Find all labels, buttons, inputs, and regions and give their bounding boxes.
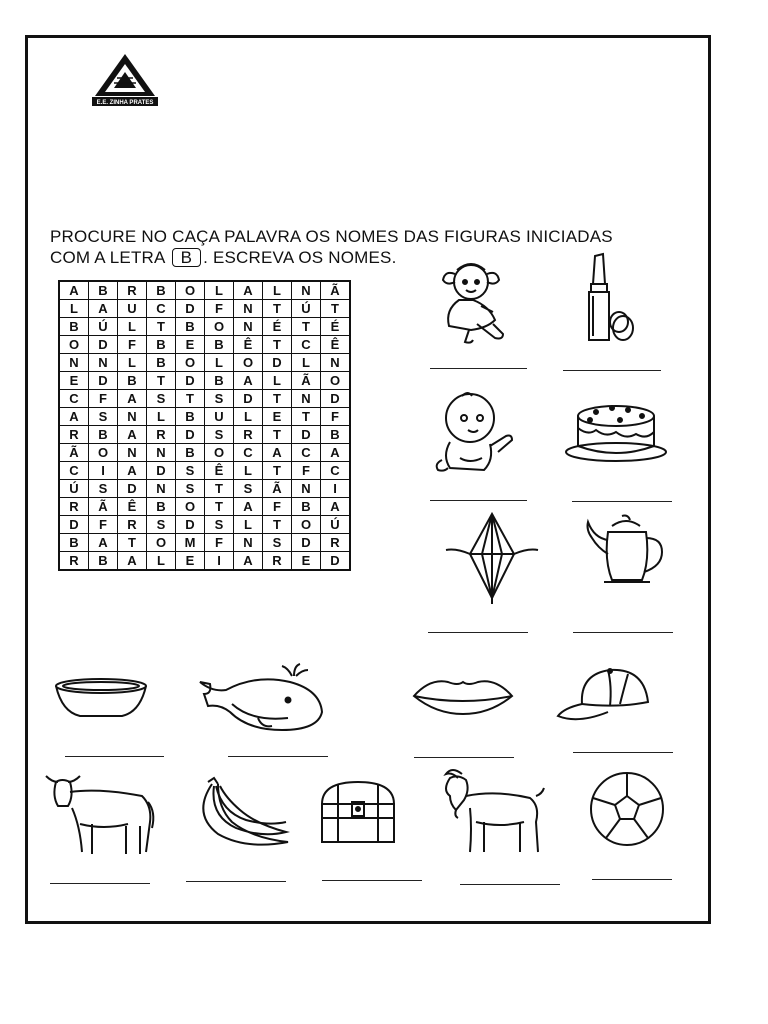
grid-cell[interactable]: T [263, 462, 292, 480]
grid-cell[interactable]: T [263, 300, 292, 318]
grid-cell[interactable]: R [234, 426, 263, 444]
grid-cell[interactable]: T [205, 498, 234, 516]
grid-cell[interactable]: R [118, 516, 147, 534]
grid-cell[interactable]: B [59, 534, 89, 552]
grid-cell[interactable]: C [59, 462, 89, 480]
answer-line-ball[interactable] [592, 879, 672, 880]
grid-cell[interactable]: S [147, 390, 176, 408]
grid-cell[interactable]: D [89, 372, 118, 390]
grid-cell[interactable]: D [234, 390, 263, 408]
answer-line-ox[interactable] [50, 883, 150, 884]
grid-cell[interactable]: N [234, 318, 263, 336]
grid-cell[interactable]: É [321, 318, 351, 336]
cake-picture [562, 398, 670, 464]
grid-cell[interactable]: T [147, 372, 176, 390]
grid-cell[interactable]: T [263, 336, 292, 354]
grid-cell[interactable]: D [263, 354, 292, 372]
answer-line-whale[interactable] [228, 756, 328, 757]
grid-cell[interactable]: T [292, 318, 321, 336]
grid-cell[interactable]: E [263, 408, 292, 426]
grid-cell[interactable]: L [263, 372, 292, 390]
grid-cell[interactable]: Ú [89, 318, 118, 336]
grid-cell[interactable]: T [321, 300, 351, 318]
grid-cell[interactable]: L [118, 318, 147, 336]
grid-cell[interactable]: E [176, 552, 205, 571]
grid-row [59, 444, 350, 462]
grid-cell[interactable]: L [118, 354, 147, 372]
grid-cell[interactable]: B [205, 336, 234, 354]
grid-cell[interactable]: R [263, 552, 292, 571]
grid-cell[interactable]: N [321, 354, 351, 372]
grid-cell[interactable]: O [176, 281, 205, 300]
grid-row [59, 390, 350, 408]
grid-cell[interactable]: B [147, 354, 176, 372]
grid-cell[interactable]: A [89, 300, 118, 318]
grid-cell[interactable]: F [263, 498, 292, 516]
grid-cell[interactable]: M [176, 534, 205, 552]
answer-line-lipstick[interactable] [563, 370, 661, 371]
school-logo [87, 52, 163, 108]
grid-cell[interactable]: A [59, 281, 89, 300]
school-logo-caption: E.E. ZINHA PRATES [96, 100, 154, 106]
bowl-picture [52, 676, 150, 720]
grid-cell[interactable]: É [263, 318, 292, 336]
grid-cell[interactable]: B [89, 552, 118, 571]
grid-cell[interactable]: D [89, 336, 118, 354]
grid-cell[interactable]: D [176, 426, 205, 444]
grid-cell[interactable]: R [59, 552, 89, 571]
instructions [50, 226, 613, 268]
grid-cell[interactable]: R [147, 426, 176, 444]
grid-cell[interactable]: L [263, 281, 292, 300]
grid-cell[interactable]: A [118, 552, 147, 571]
grid-cell[interactable]: S [205, 390, 234, 408]
grid-cell[interactable]: B [89, 426, 118, 444]
grid-cell[interactable]: A [321, 498, 351, 516]
grid-cell[interactable]: L [234, 408, 263, 426]
grid-cell[interactable]: N [234, 534, 263, 552]
grid-row [59, 372, 350, 390]
whale-picture [196, 660, 326, 736]
grid-cell[interactable]: L [147, 408, 176, 426]
grid-cell[interactable]: A [59, 408, 89, 426]
grid-cell[interactable]: A [118, 426, 147, 444]
grid-cell[interactable]: A [321, 444, 351, 462]
grid-cell[interactable]: I [321, 480, 351, 498]
grid-cell[interactable]: R [59, 426, 89, 444]
grid-cell[interactable]: O [205, 318, 234, 336]
grid-cell[interactable]: D [321, 390, 351, 408]
grid-cell[interactable]: L [205, 354, 234, 372]
grid-cell[interactable]: I [205, 552, 234, 571]
grid-cell[interactable]: Ã [59, 444, 89, 462]
grid-cell[interactable]: U [205, 408, 234, 426]
grid-cell[interactable]: N [147, 480, 176, 498]
grid-cell[interactable]: C [292, 336, 321, 354]
grid-cell[interactable]: B [147, 498, 176, 516]
grid-cell[interactable]: A [234, 281, 263, 300]
baby-picture [432, 388, 518, 476]
goat-picture [436, 764, 546, 858]
grid-cell[interactable]: T [263, 390, 292, 408]
grid-cell[interactable]: B [176, 408, 205, 426]
grid-cell[interactable]: O [59, 336, 89, 354]
grid-cell[interactable]: C [321, 462, 351, 480]
grid-row [59, 480, 350, 498]
doll-picture [435, 260, 515, 346]
instruction-line-2: COM A LETRA B . ESCREVA OS NOMES. [50, 248, 397, 267]
ox-picture [40, 768, 160, 860]
grid-cell[interactable]: E [59, 372, 89, 390]
grid-cell[interactable]: T [292, 408, 321, 426]
grid-cell[interactable]: O [176, 498, 205, 516]
bananas-picture [192, 774, 294, 852]
grid-cell[interactable]: D [292, 534, 321, 552]
grid-row [59, 552, 350, 571]
grid-cell[interactable]: N [118, 444, 147, 462]
grid-cell[interactable]: Ã [292, 372, 321, 390]
cap-picture [556, 664, 652, 726]
grid-cell[interactable]: A [118, 462, 147, 480]
grid-cell[interactable]: C [147, 300, 176, 318]
grid-cell[interactable]: S [205, 516, 234, 534]
kite-picture [440, 510, 544, 606]
grid-row [59, 498, 350, 516]
grid-cell[interactable]: A [234, 552, 263, 571]
grid-cell[interactable]: A [263, 444, 292, 462]
grid-cell[interactable]: D [292, 426, 321, 444]
grid-cell[interactable]: D [147, 462, 176, 480]
teapot-picture [582, 512, 672, 590]
grid-cell[interactable]: S [89, 480, 118, 498]
grid-cell[interactable]: F [89, 390, 118, 408]
grid-cell[interactable]: E [292, 552, 321, 571]
grid-cell[interactable]: S [176, 462, 205, 480]
grid-cell[interactable]: B [147, 336, 176, 354]
grid-cell[interactable]: D [176, 372, 205, 390]
grid-cell[interactable]: D [176, 300, 205, 318]
grid-cell[interactable]: E [176, 336, 205, 354]
grid-cell[interactable]: L [234, 516, 263, 534]
highlight-letter-box: B [172, 248, 202, 267]
grid-cell[interactable]: B [176, 318, 205, 336]
grid-cell[interactable]: O [147, 534, 176, 552]
instruction-line-1: PROCURE NO CAÇA PALAVRA OS NOMES DAS FIGURAS INICIADAS [50, 227, 613, 246]
grid-cell[interactable]: N [292, 390, 321, 408]
grid-cell[interactable]: R [59, 498, 89, 516]
grid-row [59, 408, 350, 426]
grid-cell[interactable]: F [292, 462, 321, 480]
grid-cell[interactable]: T [118, 534, 147, 552]
grid-cell[interactable]: Ú [59, 480, 89, 498]
grid-cell[interactable]: C [234, 444, 263, 462]
grid-row [59, 426, 350, 444]
answer-line-bananas[interactable] [186, 881, 286, 882]
grid-cell[interactable]: Ú [321, 516, 351, 534]
grid-cell[interactable]: B [321, 426, 351, 444]
grid-cell[interactable]: B [176, 444, 205, 462]
grid-cell[interactable]: N [147, 444, 176, 462]
grid-cell[interactable]: Ê [118, 498, 147, 516]
grid-cell[interactable]: S [205, 426, 234, 444]
grid-cell[interactable]: D [59, 516, 89, 534]
answer-line-kite[interactable] [428, 632, 528, 633]
grid-cell[interactable]: F [89, 516, 118, 534]
grid-cell[interactable]: D [176, 516, 205, 534]
grid-cell[interactable]: R [321, 534, 351, 552]
grid-cell[interactable]: A [234, 498, 263, 516]
grid-cell[interactable]: A [234, 372, 263, 390]
grid-cell[interactable]: O [176, 354, 205, 372]
grid-cell[interactable]: B [292, 498, 321, 516]
grid-cell[interactable]: Ã [263, 480, 292, 498]
grid-cell[interactable]: B [59, 318, 89, 336]
grid-cell[interactable]: N [59, 354, 89, 372]
grid-cell[interactable]: Ê [205, 462, 234, 480]
grid-cell[interactable]: L [292, 354, 321, 372]
grid-cell[interactable]: Ê [321, 336, 351, 354]
grid-cell[interactable]: Ê [234, 336, 263, 354]
grid-cell[interactable]: T [263, 426, 292, 444]
grid-cell[interactable]: O [89, 444, 118, 462]
lipstick-picture [583, 252, 639, 346]
grid-row [59, 534, 350, 552]
grid-cell[interactable]: Ú [292, 300, 321, 318]
answer-line-cap[interactable] [573, 752, 673, 753]
grid-row [59, 462, 350, 480]
grid-cell[interactable]: B [205, 372, 234, 390]
answer-line-doll[interactable] [430, 368, 527, 369]
grid-cell[interactable]: S [176, 480, 205, 498]
grid-cell[interactable]: F [321, 408, 351, 426]
grid-cell[interactable]: S [147, 516, 176, 534]
grid-cell[interactable]: L [147, 552, 176, 571]
grid-row [59, 300, 350, 318]
grid-cell[interactable]: I [89, 462, 118, 480]
grid-row [59, 354, 350, 372]
grid-cell[interactable]: N [292, 281, 321, 300]
grid-cell[interactable]: N [118, 408, 147, 426]
ball-picture [588, 770, 666, 848]
grid-cell[interactable]: T [176, 390, 205, 408]
grid-cell[interactable]: C [292, 444, 321, 462]
grid-cell[interactable]: Ã [89, 498, 118, 516]
answer-line-chest[interactable] [322, 880, 422, 881]
grid-cell[interactable]: O [234, 354, 263, 372]
grid-cell[interactable]: Ã [321, 281, 351, 300]
answer-line-cake[interactable] [572, 501, 672, 502]
answer-line-mouth[interactable] [414, 757, 514, 758]
grid-cell[interactable]: L [59, 300, 89, 318]
grid-cell[interactable]: L [234, 462, 263, 480]
grid-cell[interactable]: U [118, 300, 147, 318]
grid-cell[interactable]: L [205, 281, 234, 300]
chest-picture [316, 778, 400, 848]
mouth-picture [410, 676, 516, 718]
answer-line-bowl[interactable] [65, 756, 164, 757]
grid-cell[interactable]: S [263, 534, 292, 552]
grid-cell[interactable]: R [118, 281, 147, 300]
grid-cell[interactable]: D [118, 480, 147, 498]
grid-cell[interactable]: N [89, 354, 118, 372]
grid-cell[interactable]: B [89, 281, 118, 300]
answer-line-baby[interactable] [430, 500, 527, 501]
grid-cell[interactable]: C [59, 390, 89, 408]
grid-cell[interactable]: T [263, 516, 292, 534]
answer-line-teapot[interactable] [573, 632, 673, 633]
grid-cell[interactable]: A [89, 534, 118, 552]
grid-cell[interactable]: B [147, 281, 176, 300]
grid-cell[interactable]: B [118, 372, 147, 390]
answer-line-goat[interactable] [460, 884, 560, 885]
grid-row [59, 336, 350, 354]
grid-row [59, 281, 350, 300]
grid-row [59, 516, 350, 534]
grid-cell[interactable]: N [292, 480, 321, 498]
grid-cell[interactable]: T [147, 318, 176, 336]
word-search-grid [58, 280, 351, 571]
grid-cell[interactable]: S [234, 480, 263, 498]
grid-cell[interactable]: N [234, 300, 263, 318]
grid-row [59, 318, 350, 336]
grid-cell[interactable]: A [118, 390, 147, 408]
grid-cell[interactable]: O [205, 444, 234, 462]
grid-cell[interactable]: T [205, 480, 234, 498]
grid-cell[interactable]: D [321, 552, 351, 571]
grid-cell[interactable]: F [205, 534, 234, 552]
grid-cell[interactable]: F [118, 336, 147, 354]
grid-cell[interactable]: S [89, 408, 118, 426]
grid-cell[interactable]: O [321, 372, 351, 390]
grid-cell[interactable]: F [205, 300, 234, 318]
grid-cell[interactable]: O [292, 516, 321, 534]
